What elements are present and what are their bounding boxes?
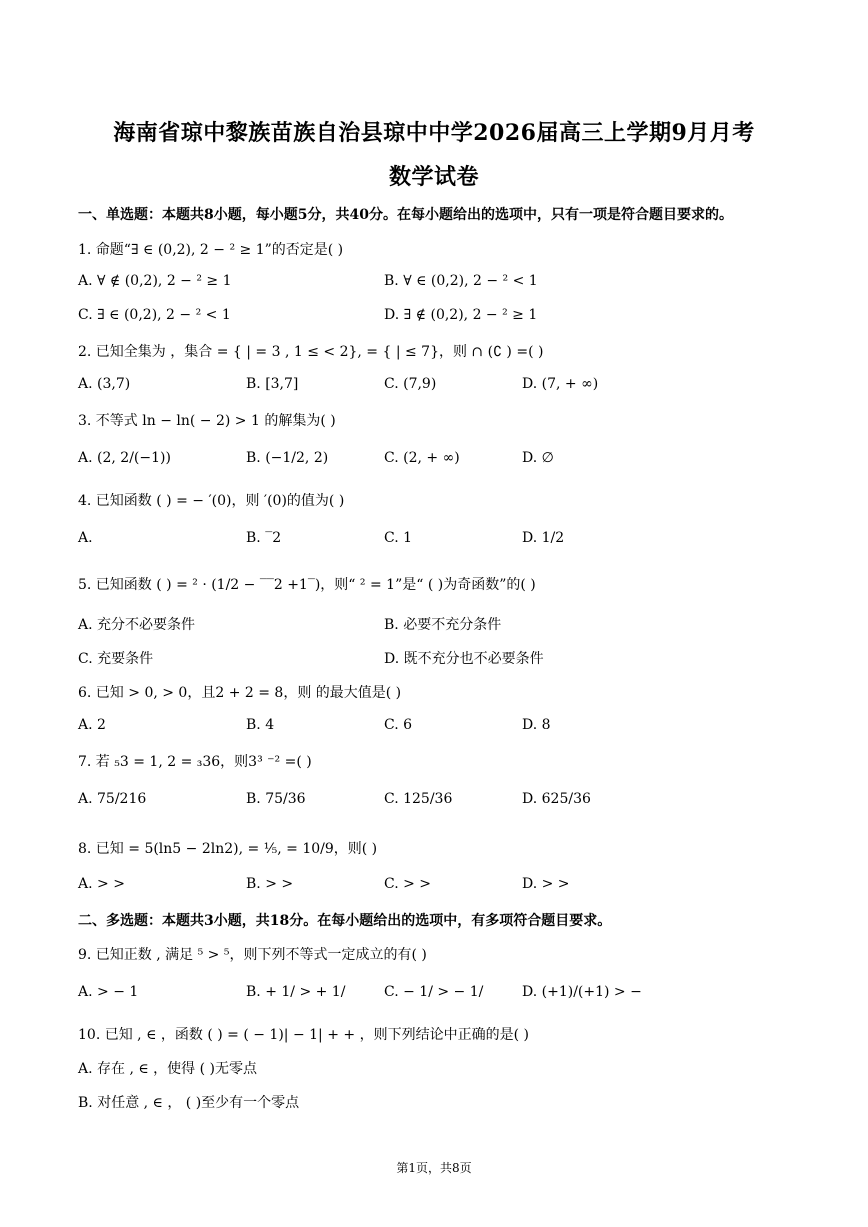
question-6-option-b: B. 4 bbox=[246, 717, 275, 733]
question-1-option-a: A. ∀ ∉ (0,2), 2 − ² ≥ 1 bbox=[78, 273, 232, 289]
question-2-option-a: A. (3,7) bbox=[78, 376, 131, 392]
question-4-option-b: B. ‾2 bbox=[246, 530, 282, 546]
exam-subtitle: 数学试卷 bbox=[388, 164, 479, 190]
question-1-option-b: B. ∀ ∈ (0,2), 2 − ² < 1 bbox=[384, 273, 538, 289]
page-footer: 第1页，共8页 bbox=[396, 1161, 472, 1175]
question-2-option-b: B. [3,7] bbox=[246, 376, 299, 392]
question-9-option-c: C. − 1/ > − 1/ bbox=[384, 984, 484, 1000]
question-4-option-c: C. 1 bbox=[384, 530, 413, 546]
question-1-stem: 1. 命题“∃ ∈ (0,2), 2 − ² ≥ 1”的否定是( ) bbox=[78, 242, 344, 258]
question-2-option-c: C. (7,9) bbox=[384, 376, 437, 392]
question-5-option-b: B. 必要不充分条件 bbox=[384, 617, 502, 633]
question-9-stem: 9. 已知正数 , 满足 ⁵ > ⁵，则下列不等式一定成立的有( ) bbox=[78, 947, 427, 963]
question-4-stem: 4. 已知函数 ( ) = − ′(0)，则 ′(0)的值为( ) bbox=[78, 493, 345, 509]
question-5-option-d: D. 既不充分也不必要条件 bbox=[384, 651, 544, 667]
question-10-option-a: A. 存在 , ∈ ，使得 ( )无零点 bbox=[78, 1061, 257, 1077]
question-7-stem: 7. 若 ₅3 = 1, 2 = ₃36，则3³ ⁻² =( ) bbox=[78, 754, 312, 770]
question-6-option-c: C. 6 bbox=[384, 717, 413, 733]
question-1-option-d: D. ∃ ∉ (0,2), 2 − ² ≥ 1 bbox=[384, 307, 538, 323]
question-5-option-c: C. 充要条件 bbox=[78, 651, 154, 667]
question-3-option-b: B. (−1/2, 2) bbox=[246, 450, 329, 466]
exam-title: 海南省琼中黎族苗族自治县琼中中学2026届高三上学期9月月考 bbox=[113, 120, 755, 146]
question-8-option-a: A. > > bbox=[78, 876, 125, 892]
question-2-stem: 2. 已知全集为 ，集合 = { | = 3 , 1 ≤ < 2}, = { | ≤ 7}，则 ∩ (∁ ) =( ) bbox=[78, 344, 544, 360]
question-2-option-d: D. (7, + ∞) bbox=[522, 376, 599, 392]
question-1-option-c: C. ∃ ∈ (0,2), 2 − ² < 1 bbox=[78, 307, 231, 323]
question-10-option-b: B. 对任意 , ∈ ， ( )至少有一个零点 bbox=[78, 1095, 300, 1111]
question-9-option-b: B. + 1/ > + 1/ bbox=[246, 984, 346, 1000]
question-4-option-a: A. bbox=[78, 530, 93, 546]
question-7-option-a: A. 75/216 bbox=[78, 791, 147, 807]
question-8-option-c: C. > > bbox=[384, 876, 432, 892]
question-9-option-d: D. (+1)/(+1) > − bbox=[522, 984, 642, 1000]
question-8-option-b: B. > > bbox=[246, 876, 294, 892]
question-9-option-a: A. > − 1 bbox=[78, 984, 139, 1000]
question-5-stem: 5. 已知函数 ( ) = ² · (1/2 − ‾‾2 +1‾)，则“ ² = 1”是“ ( )为奇函数”的( ) bbox=[78, 577, 536, 593]
question-10-stem: 10. 已知 , ∈ ，函数 ( ) = ( − 1)| − 1| + + ，则下列结论中正确的是( ) bbox=[78, 1027, 529, 1043]
section-heading-single-choice: 一、单选题：本题共8小题，每小题5分，共40分。在每小题给出的选项中，只有一项是符合题目要求的。 bbox=[78, 207, 733, 223]
question-3-option-d: D. ∅ bbox=[522, 450, 554, 466]
question-3-stem: 3. 不等式 ln − ln( − 2) > 1 的解集为( ) bbox=[78, 413, 336, 429]
question-7-option-b: B. 75/36 bbox=[246, 791, 306, 807]
question-4-option-d: D. 1/2 bbox=[522, 530, 565, 546]
section-heading-multiple-choice: 二、多选题：本题共3小题，共18分。在每小题给出的选项中，有多项符合题目要求。 bbox=[78, 913, 612, 929]
question-6-option-d: D. 8 bbox=[522, 717, 551, 733]
question-3-option-a: A. (2, 2/(−1)) bbox=[78, 450, 171, 466]
question-8-option-d: D. > > bbox=[522, 876, 570, 892]
question-7-option-d: D. 625/36 bbox=[522, 791, 591, 807]
question-8-stem: 8. 已知 = 5(ln5 − 2ln2), = ¹⁄₅, = 10/9，则( ) bbox=[78, 841, 378, 857]
question-5-option-a: A. 充分不必要条件 bbox=[78, 617, 196, 633]
question-6-option-a: A. 2 bbox=[78, 717, 106, 733]
question-7-option-c: C. 125/36 bbox=[384, 791, 453, 807]
question-6-stem: 6. 已知 > 0, > 0，且2 + 2 = 8，则 的最大值是( ) bbox=[78, 685, 402, 701]
question-3-option-c: C. (2, + ∞) bbox=[384, 450, 460, 466]
